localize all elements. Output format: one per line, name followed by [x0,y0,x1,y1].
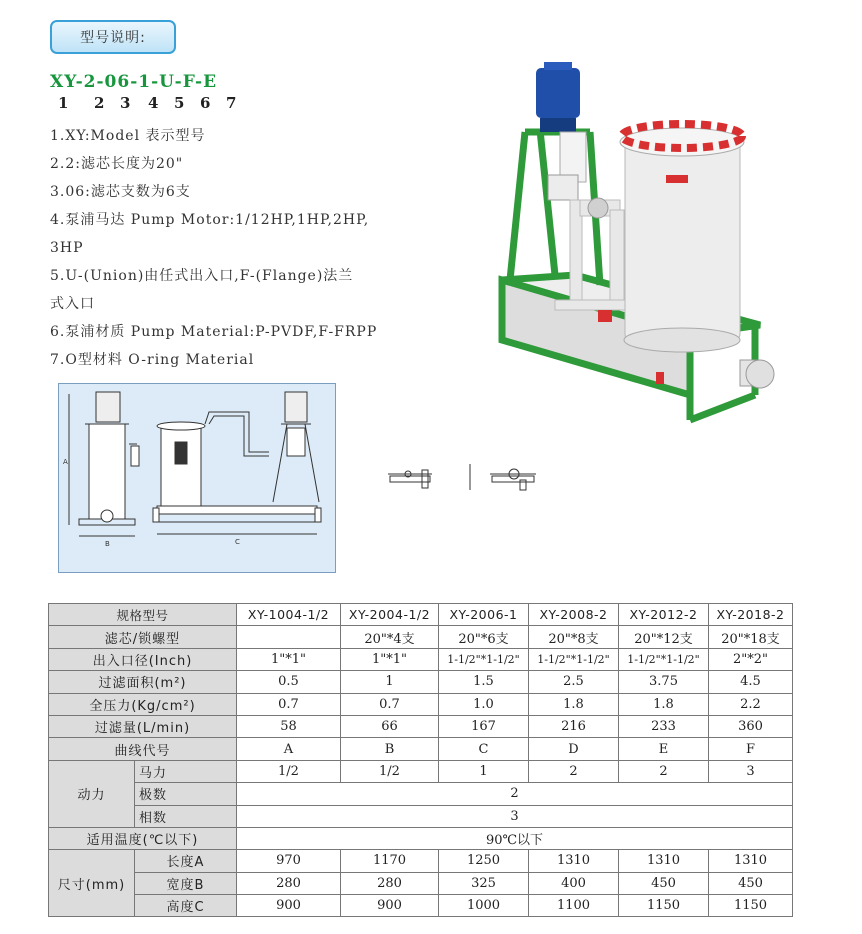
cell: 0.7 [341,693,439,715]
table-row [49,671,793,693]
dimension-label-a: A [63,458,68,466]
header-cell: XY-2018-2 [709,604,793,626]
desc-line: 3HP [50,240,84,256]
cell: 1/2 [237,760,341,782]
row-label: 滤芯/锁螺型 [49,626,237,648]
cell [237,626,341,648]
dimension-label-c: C [235,538,240,546]
row-label: 宽度B [135,872,237,894]
cell: 0.5 [237,671,341,693]
header-cell: 规格型号 [49,604,237,626]
cell: 1100 [529,895,619,917]
cell: 360 [709,715,793,737]
desc-line: 式入口 [50,296,95,312]
cell: D [529,738,619,760]
cell: 1150 [619,895,709,917]
table-row [49,693,793,715]
cell: 58 [237,715,341,737]
cell: 3 [237,805,793,827]
cell: 2.2 [709,693,793,715]
dimension-drawing-svg [59,384,335,572]
cell: 2 [529,760,619,782]
cell: 3 [709,760,793,782]
table-row [49,872,793,894]
cell: 1.8 [619,693,709,715]
cell: 2.5 [529,671,619,693]
dimension-drawing [58,383,336,573]
cell: 4.5 [709,671,793,693]
table-row [49,850,793,872]
cell: 1-1/2"*1-1/2" [439,648,529,670]
size-label: 尺寸(mm) [49,850,135,917]
table-row [49,715,793,737]
cell: 1"*1" [341,648,439,670]
table-row [49,805,793,827]
cell: 1-1/2"*1-1/2" [529,648,619,670]
digit: 4 [148,94,159,112]
cell: 0.7 [237,693,341,715]
cell: 1"*1" [237,648,341,670]
row-label: 高度C [135,895,237,917]
cell: 1000 [439,895,529,917]
row-label: 马力 [135,760,237,782]
row-label: 全压力(Kg/cm²) [49,693,237,715]
desc-line: 7.O型材料 O-ring Material [50,352,255,368]
cell: 1170 [341,850,439,872]
cell: 1150 [709,895,793,917]
cell: 20"*6支 [439,626,529,648]
model-description-list [50,122,490,374]
power-label: 动力 [49,760,135,827]
cell: 2"*2" [709,648,793,670]
digit: 2 [94,94,105,112]
header-cell: XY-1004-1/2 [237,604,341,626]
table-header-row [49,604,793,626]
cell: 1-1/2"*1-1/2" [619,648,709,670]
cell: 450 [619,872,709,894]
cell: B [341,738,439,760]
table-row [49,827,793,849]
desc-line: 2.2:滤芯长度为20" [50,156,184,172]
model-code: XY-2-06-1-U-F-E [50,72,218,92]
row-label: 出入口径(Inch) [49,648,237,670]
filter-pump-product-photo [480,60,850,440]
digit: 5 [174,94,185,112]
cell: A [237,738,341,760]
table-row [49,738,793,760]
row-label: 适用温度(℃以下) [49,827,237,849]
cell: 167 [439,715,529,737]
cell: 1 [439,760,529,782]
cell: 280 [341,872,439,894]
digit: 3 [120,94,131,112]
cell: 1 [341,671,439,693]
desc-line: 6.泵浦材质 Pump Material:P-PVDF,F-FRPP [50,324,378,340]
cell: 1310 [709,850,793,872]
cell: E [619,738,709,760]
cell: 1310 [529,850,619,872]
row-label: 曲线代号 [49,738,237,760]
cell: 233 [619,715,709,737]
model-explanation-badge: 型号说明: [50,20,176,54]
cell: C [439,738,529,760]
cell: 1310 [619,850,709,872]
digit: 1 [58,94,69,112]
cell: 900 [237,895,341,917]
cell: 1250 [439,850,529,872]
table-row [49,895,793,917]
cell: 400 [529,872,619,894]
table-row [49,760,793,782]
cell: 970 [237,850,341,872]
row-label: 相数 [135,805,237,827]
cell: 20"*18支 [709,626,793,648]
header-cell: XY-2004-1/2 [341,604,439,626]
cell: 20"*8支 [529,626,619,648]
cell: 1.5 [439,671,529,693]
cell: 20"*12支 [619,626,709,648]
cell: F [709,738,793,760]
table-row [49,783,793,805]
desc-line: 1.XY:Model 表示型号 [50,128,206,144]
cell: 3.75 [619,671,709,693]
table-row [49,626,793,648]
cell: 1.0 [439,693,529,715]
header-cell: XY-2012-2 [619,604,709,626]
dimension-label-b: B [105,540,110,548]
cell: 900 [341,895,439,917]
spec-table [48,603,793,917]
cell: 1.8 [529,693,619,715]
top-view-thumbnail-icon [386,462,436,492]
row-label: 长度A [135,850,237,872]
header-cell: XY-2008-2 [529,604,619,626]
header-cell: XY-2006-1 [439,604,529,626]
cell: 20"*4支 [341,626,439,648]
row-label: 过滤面积(m²) [49,671,237,693]
digit: 7 [226,94,237,112]
cell: 1/2 [341,760,439,782]
cell: 2 [619,760,709,782]
cell: 90℃以下 [237,827,793,849]
desc-line: 5.U-(Union)由任式出入口,F-(Flange)法兰 [50,268,354,284]
cell: 2 [237,783,793,805]
desc-line: 3.06:滤芯支数为6支 [50,184,191,200]
row-label: 极数 [135,783,237,805]
cell: 325 [439,872,529,894]
row-label: 过滤量(L/min) [49,715,237,737]
table-row [49,648,793,670]
cell: 66 [341,715,439,737]
cell: 450 [709,872,793,894]
digit: 6 [200,94,211,112]
side-view-thumbnail-icon [468,462,540,492]
desc-line: 4.泵浦马达 Pump Motor:1/12HP,1HP,2HP, [50,212,370,228]
cell: 216 [529,715,619,737]
cell: 280 [237,872,341,894]
